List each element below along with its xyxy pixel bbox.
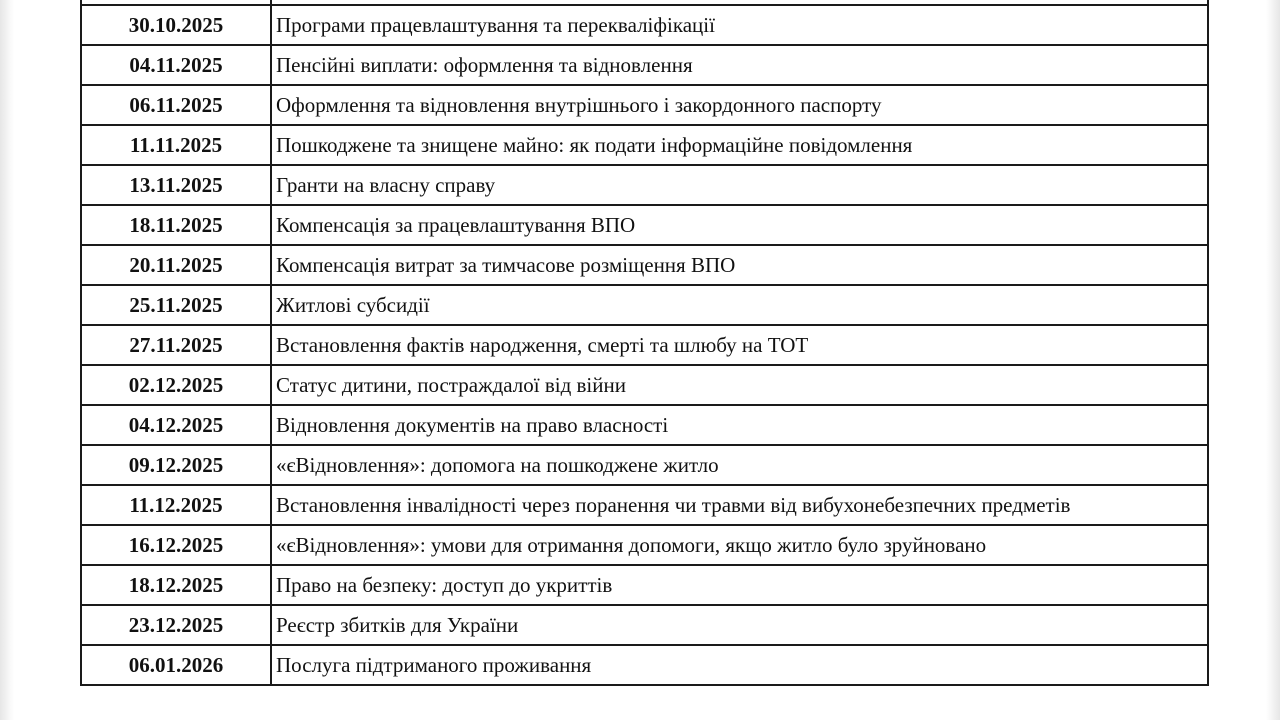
- topic-cell: «єВідновлення»: умови для отримання допомоги, якщо житло було зруйновано: [271, 525, 1208, 565]
- table-row: [81, 125, 1208, 165]
- topic-cell: Пошкоджене та знищене майно: як подати інформаційне повідомлення: [271, 125, 1208, 165]
- topic-cell: Встановлення фактів народження, смерті та шлюбу на ТОТ: [271, 325, 1208, 365]
- date-cell: 04.11.2025: [81, 45, 271, 85]
- table-row: [81, 445, 1208, 485]
- date-cell: 02.12.2025: [81, 365, 271, 405]
- topic-cell: Пенсійні виплати: оформлення та відновлення: [271, 45, 1208, 85]
- table-row: [81, 325, 1208, 365]
- table-row: [81, 485, 1208, 525]
- table-row: [81, 45, 1208, 85]
- table-row: [81, 565, 1208, 605]
- date-cell: 18.12.2025: [81, 565, 271, 605]
- topic-cell: Право на безпеку: доступ до укриттів: [271, 565, 1208, 605]
- date-cell: 27.11.2025: [81, 325, 271, 365]
- topic-cell: Встановлення інвалідності через поранення чи травми від вибухонебезпечних предметів: [271, 485, 1208, 525]
- date-cell: 20.11.2025: [81, 245, 271, 285]
- topic-cell: Гранти на власну справу: [271, 165, 1208, 205]
- date-cell: 11.12.2025: [81, 485, 271, 525]
- topic-cell: Оформлення та відновлення внутрішнього і закордонного паспорту: [271, 85, 1208, 125]
- date-cell: 06.11.2025: [81, 85, 271, 125]
- topic-cell: Послуга підтриманого проживання: [271, 645, 1208, 685]
- schedule-table-body: [81, 0, 1208, 685]
- topic-cell: Статус дитини, постраждалої від війни: [271, 365, 1208, 405]
- topic-cell: «єВідновлення»: допомога на пошкоджене житло: [271, 445, 1208, 485]
- table-row: [81, 525, 1208, 565]
- document-page: [80, 0, 1207, 686]
- table-row: [81, 365, 1208, 405]
- date-cell: 18.11.2025: [81, 205, 271, 245]
- date-cell: 11.11.2025: [81, 125, 271, 165]
- page-edge-left: [0, 0, 14, 720]
- table-row: [81, 85, 1208, 125]
- table-row: [81, 205, 1208, 245]
- topic-cell: Відновлення документів на право власності: [271, 405, 1208, 445]
- topic-cell: Програми працевлаштування та перекваліфікації: [271, 5, 1208, 45]
- date-cell: 23.12.2025: [81, 605, 271, 645]
- table-row: [81, 165, 1208, 205]
- date-cell: 06.01.2026: [81, 645, 271, 685]
- date-cell: 13.11.2025: [81, 165, 271, 205]
- table-row: [81, 285, 1208, 325]
- table-row: [81, 5, 1208, 45]
- page-edge-right: [1266, 0, 1280, 720]
- topic-cell: Компенсація витрат за тимчасове розміщення ВПО: [271, 245, 1208, 285]
- table-row: [81, 405, 1208, 445]
- table-row: [81, 245, 1208, 285]
- date-cell: 09.12.2025: [81, 445, 271, 485]
- table-row: [81, 645, 1208, 685]
- topic-cell: Житлові субсидії: [271, 285, 1208, 325]
- topic-cell: Реєстр збитків для України: [271, 605, 1208, 645]
- date-cell: 25.11.2025: [81, 285, 271, 325]
- date-cell: 30.10.2025: [81, 5, 271, 45]
- date-cell: 16.12.2025: [81, 525, 271, 565]
- topic-cell: Компенсація за працевлаштування ВПО: [271, 205, 1208, 245]
- date-cell: 04.12.2025: [81, 405, 271, 445]
- table-row: [81, 605, 1208, 645]
- schedule-table: [80, 0, 1209, 686]
